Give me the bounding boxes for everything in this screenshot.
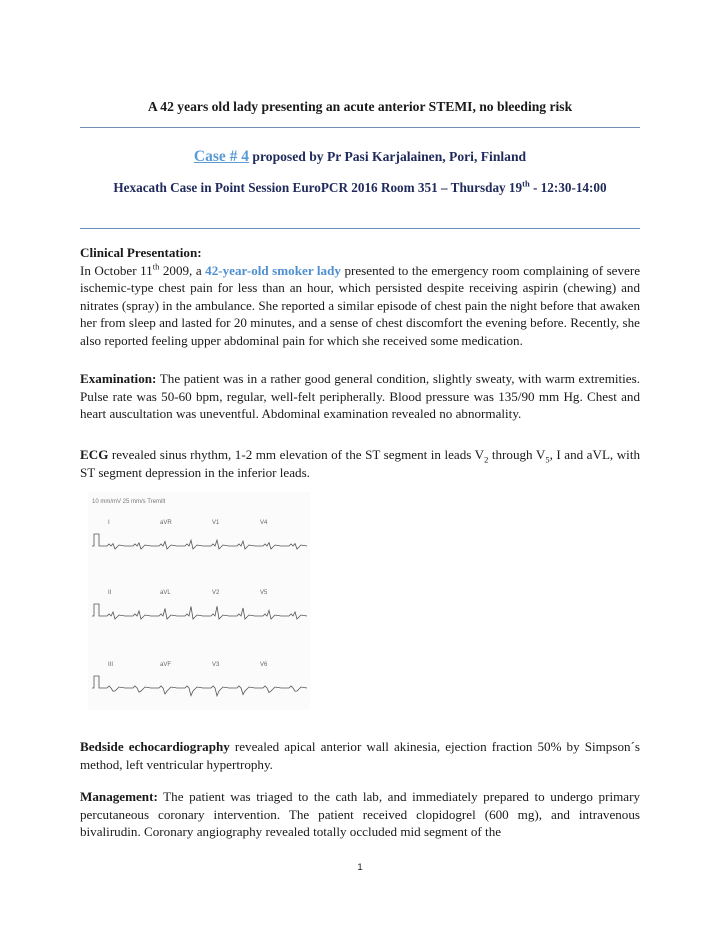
ecg-sub-2: 5 <box>545 454 550 465</box>
session-text: Hexacath Case in Point Session EuroPCR 2016 Room 351 – Thursday 19 <box>113 180 523 195</box>
ecg-text-2: through V <box>488 447 546 462</box>
echo-text: revealed apical anterior wall akinesia, ejection fraction 50% by Simpson´s method, left ventricular hypertrophy. <box>80 739 640 772</box>
ecg-lead-label: aVF <box>160 662 172 668</box>
clinical-heading: Clinical Presentation: <box>80 245 202 260</box>
page-number: 1 <box>357 862 363 873</box>
ecg-section <box>80 446 640 481</box>
examination-section <box>80 370 640 423</box>
session-sup: th <box>522 178 530 189</box>
bottom-divider <box>80 228 640 229</box>
ecg-lead-label: II <box>108 590 112 596</box>
ecg-sub-1: 2 <box>484 454 489 465</box>
patient-descriptor: 42-year-old smoker lady <box>205 262 341 278</box>
ecg-lead-label: V4 <box>260 520 268 526</box>
ecg-text-3: , I and aVL, with ST segment depression in the inferior leads. <box>80 447 641 480</box>
echo-section <box>80 738 640 773</box>
ecg-heading: ECG <box>80 447 109 462</box>
document-title: A 42 years old lady presenting an acute anterior STEMI, no bleeding risk <box>147 99 573 114</box>
ecg-image <box>88 492 310 710</box>
examination-heading: Examination: <box>80 371 157 386</box>
session-info <box>0 180 720 196</box>
ecg-lead-label: V3 <box>212 662 220 668</box>
clinical-text-2: 2009, a <box>159 262 206 278</box>
case-link[interactable]: Case # 4 <box>193 148 250 165</box>
case-proposer: proposed by Pr Pasi Karjalainen, Pori, Finland <box>252 149 527 164</box>
examination-text: The patient was in a rather good general condition, slightly sweaty, with warm extremities. Pulse rate was 50-60 bpm, regular, well-felt peripherally. Blood pressure was 135/90 mm Hg. Chest and heart auscultation was uneventful. Abdominal examination revealed no abnormality. <box>80 371 640 422</box>
clinical-sup: th <box>152 261 160 272</box>
ecg-lead-label: aVL <box>160 590 171 596</box>
clinical-presentation <box>80 244 640 350</box>
management-section <box>80 788 640 841</box>
ecg-lead-label: I <box>108 520 110 526</box>
echo-heading: Bedside echocardiography <box>80 739 230 754</box>
ecg-lead-label: III <box>108 662 114 668</box>
ecg-lead-label: V5 <box>260 590 268 596</box>
ecg-header: 10 mm/mV 25 mm/s Tremilt <box>92 499 166 505</box>
clinical-text-1: In October 11 <box>80 262 153 278</box>
case-line <box>0 148 720 166</box>
clinical-text-3: presented to the emergency room complaining of severe ischemic-type chest pain for less than an hour, which persisted despite receiving aspirin (chewing) and nitrates (spray) in the ambulance. She reported a similar episode of chest pain the night before that awaken her from sleep and lasted for 20 minutes, and a sense of chest discomfort the evening before. Recently, she also reported feeling upper abdominal pain for which she received some medication. <box>80 262 641 348</box>
ecg-lead-label: aVR <box>160 520 172 526</box>
management-text: The patient was triaged to the cath lab, and immediately prepared to undergo primary percutaneous coronary intervention. The patient received clopidogrel (600 mg), and intravenous bivalirudin. Coronary angiography revealed totally occluded mid segment of the <box>80 789 640 840</box>
ecg-lead-label: V1 <box>212 520 220 526</box>
session-time: - 12:30-14:00 <box>529 180 607 195</box>
management-heading: Management: <box>80 789 158 804</box>
ecg-lead-label: V6 <box>260 662 268 668</box>
ecg-lead-label: V2 <box>212 590 220 596</box>
top-divider <box>80 127 640 128</box>
ecg-text-1: revealed sinus rhythm, 1-2 mm elevation of the ST segment in leads V <box>108 447 485 462</box>
